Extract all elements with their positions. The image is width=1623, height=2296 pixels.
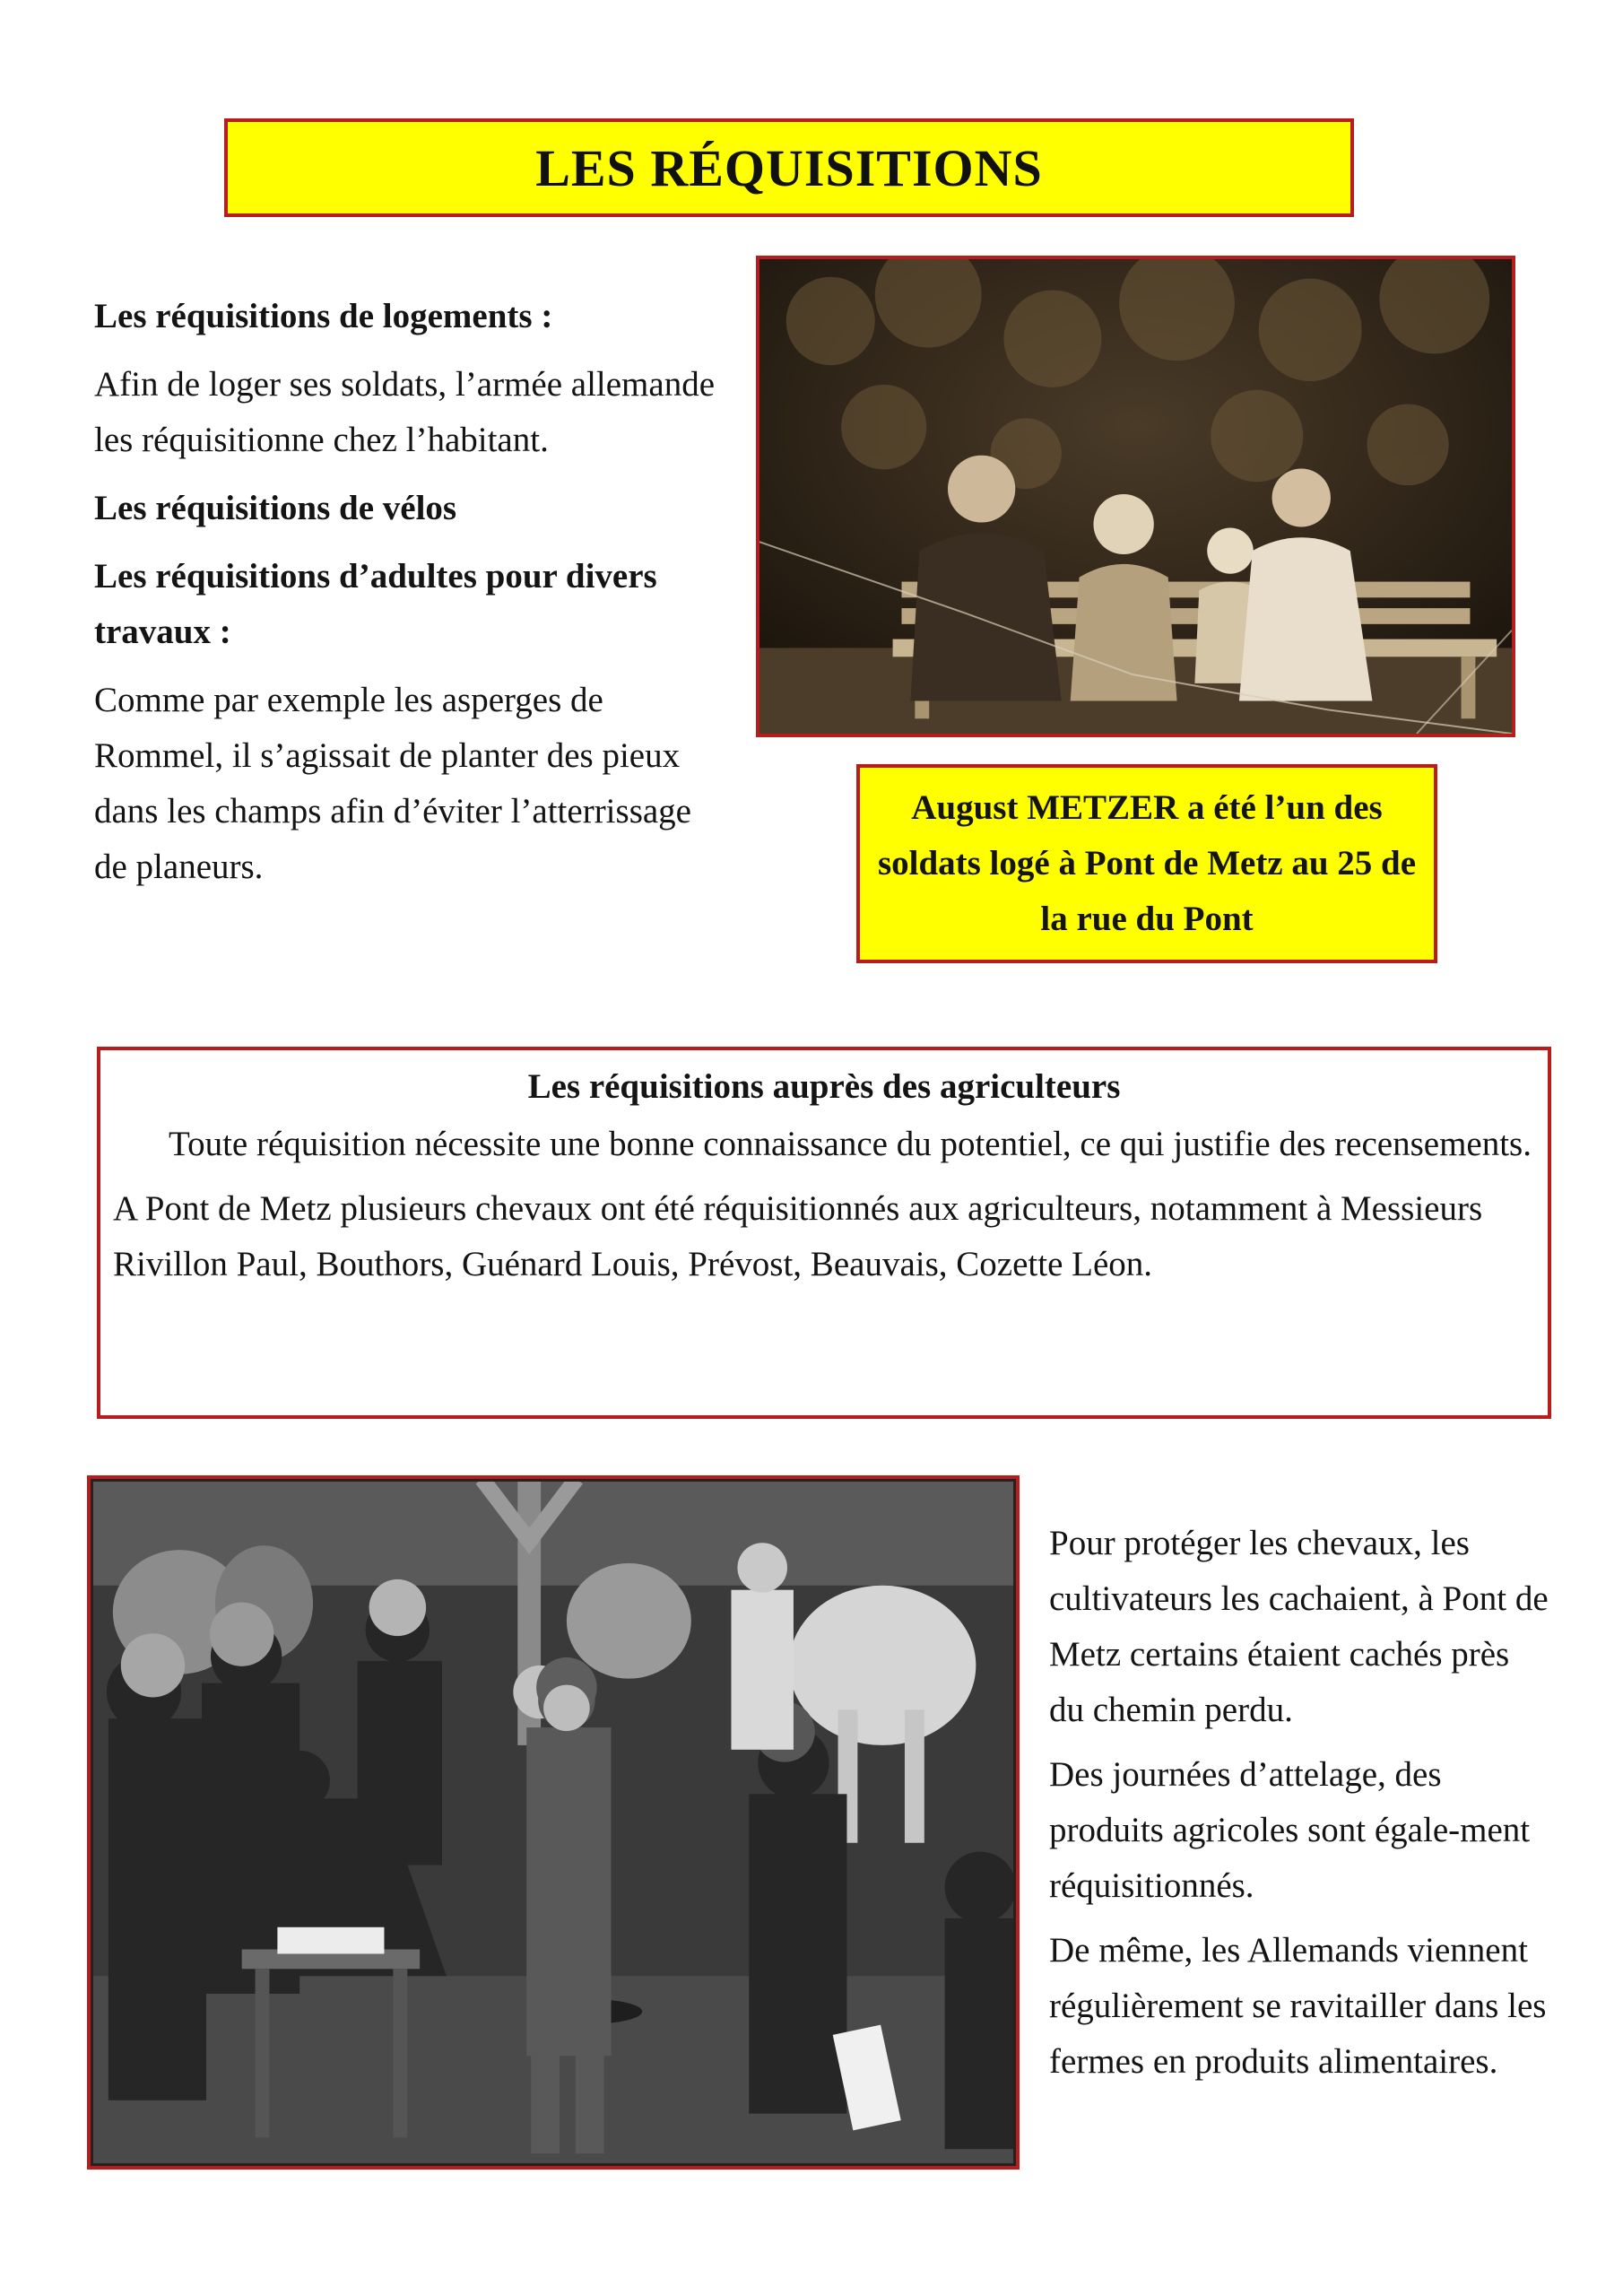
family-photo-illustration xyxy=(759,259,1512,734)
adults-heading: Les réquisitions d’adultes pour divers travaux : xyxy=(94,557,657,651)
adults-text: Comme par exemple les asperges de Rommel, il s’agissait de planter des pieux dans les champs afin d’éviter l’atterrissage de planeurs. xyxy=(94,681,691,886)
farmers-heading: Les réquisitions auprès des agriculteurs xyxy=(527,1067,1121,1106)
farmers-section xyxy=(97,1047,1551,1419)
right-paragraph-3: De même, les Allemands viennent régulièrement se ravitailler dans les fermes en produits alimentaires. xyxy=(1049,1931,1547,2081)
photo-caption xyxy=(856,764,1437,963)
bikes-heading: Les réquisitions de vélos xyxy=(94,489,457,527)
left-column xyxy=(94,289,722,908)
right-column xyxy=(1049,1516,1551,2099)
right-paragraph-2: Des journées d’attelage, des produits agricoles sont égale-ment réquisitionnés. xyxy=(1049,1755,1531,1905)
family-photo xyxy=(756,256,1515,737)
title-banner xyxy=(224,118,1354,217)
requisition-photo-illustration xyxy=(91,1479,1016,2166)
farmers-paragraph-2: A Pont de Metz plusieurs chevaux ont été réquisitionnés aux agriculteurs, notamment à Messieurs Rivillon Paul, Bouthors, Guénard Louis, Prévost, Beauvais, Cozette Léon. xyxy=(113,1189,1483,1283)
page-title: LES RÉQUISITIONS xyxy=(535,138,1043,197)
requisition-photo xyxy=(87,1475,1020,2170)
caption-text: August METZER a été l’un des soldats logé à Pont de Metz au 25 de la rue du Pont xyxy=(877,788,1417,938)
housing-text: Afin de loger ses soldats, l’armée allemande les réquisitionne chez l’habitant. xyxy=(94,365,716,459)
right-paragraph-1: Pour protéger les chevaux, les cultivateurs les cachaient, à Pont de Metz certains étaient cachés près du chemin perdu. xyxy=(1049,1524,1549,1729)
farmers-paragraph-1: Toute réquisition nécessite une bonne connaissance du potentiel, ce qui justifie des recensements. xyxy=(169,1125,1532,1163)
housing-heading: Les réquisitions de logements : xyxy=(94,297,553,335)
